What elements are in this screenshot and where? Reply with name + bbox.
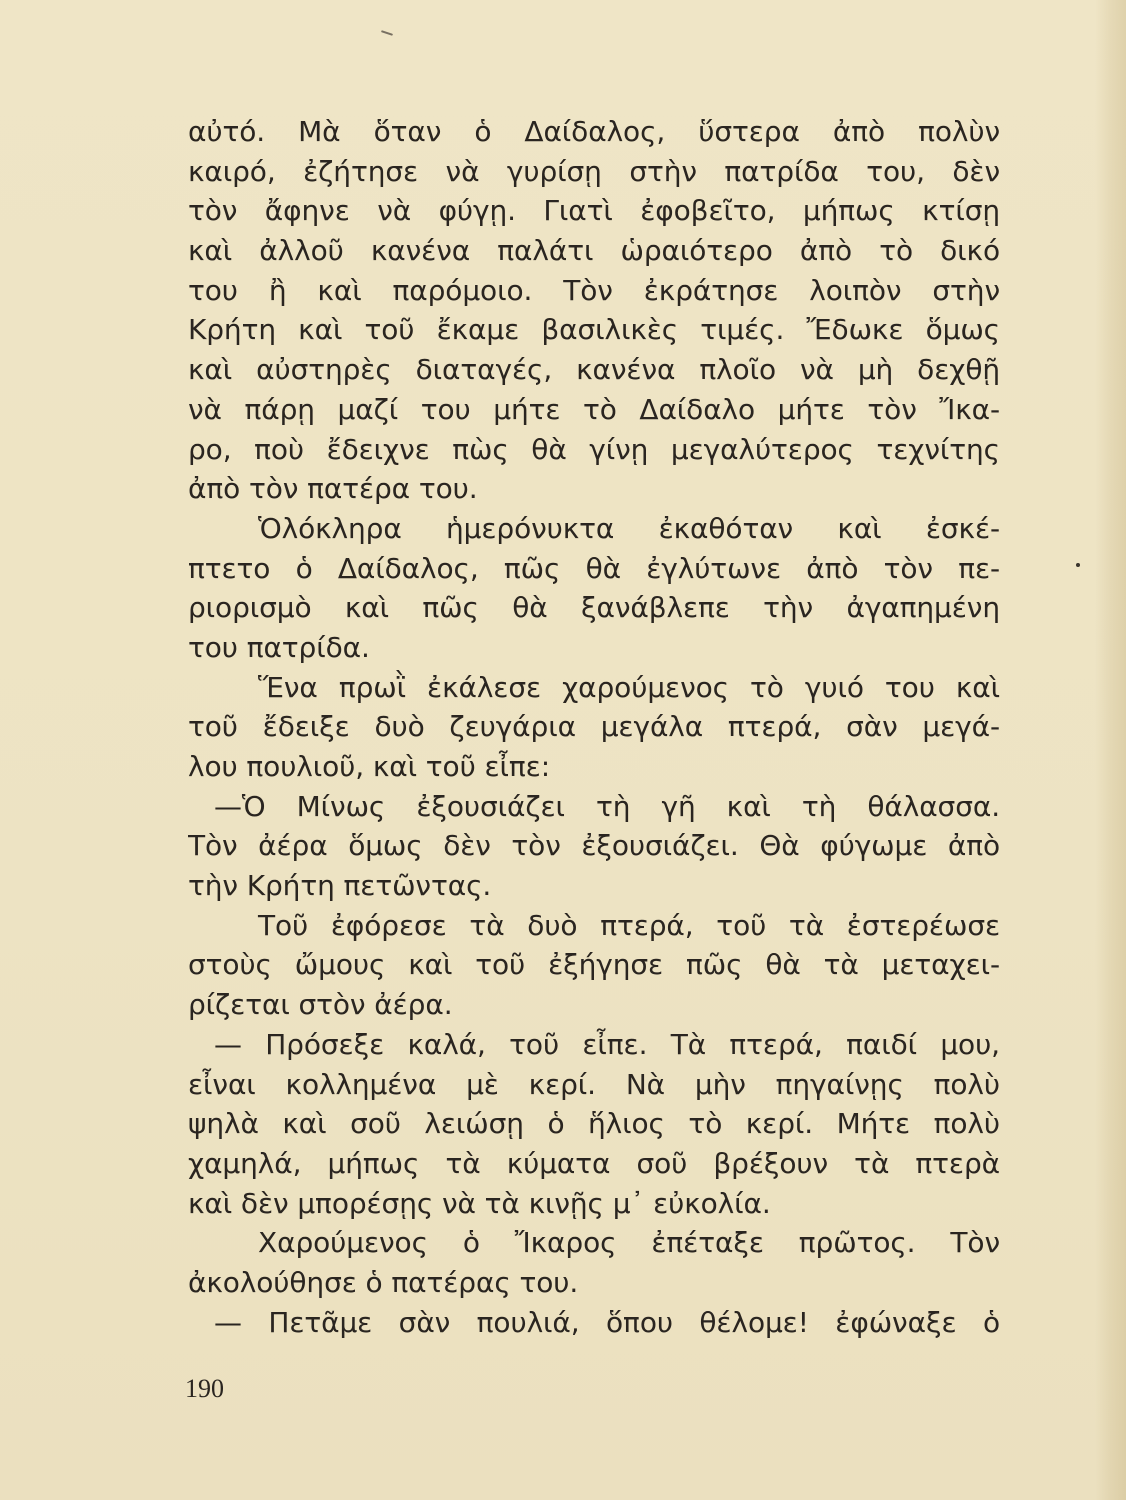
text-line: — Πετᾶμε σὰν πουλιά, ὅπου θέλομε! ἐφώναξε ὁ xyxy=(214,1305,1000,1339)
text-line: τοῦ ἔδειξε δυὸ ζευγάρια μεγάλα πτερά, σὰν μεγά- xyxy=(188,710,1000,744)
text-line: Τοῦ ἐφόρεσε τὰ δυὸ πτερά, τοῦ τὰ ἐστερέωσε xyxy=(258,908,1000,942)
scan-speck xyxy=(1076,563,1080,567)
text-line: ρίζεται στὸν ἀέρα. xyxy=(188,988,453,1022)
text-line: — Πρόσεξε καλά, τοῦ εἶπε. Τὰ πτερά, παιδί μου, xyxy=(214,1027,1000,1061)
paragraph xyxy=(188,112,1000,509)
dialogue-paragraph xyxy=(188,787,1000,906)
text-line: Τὸν ἀέρα ὅμως δὲν τὸν ἐξουσιάζει. Θὰ φύγωμε ἀπὸ xyxy=(188,829,1000,863)
scan-speck xyxy=(381,30,393,36)
page-number: 190 xyxy=(185,1374,224,1403)
text-line: Χαρούμενος ὁ Ἴκαρος ἐπέταξε πρῶτος. Τὸν xyxy=(258,1226,1000,1260)
text-line: ψηλὰ καὶ σοῦ λειώσῃ ὁ ἥλιος τὸ κερί. Μήτε πολὺ xyxy=(188,1107,1000,1141)
text-line: ριορισμὸ καὶ πῶς θὰ ξανάβλεπε τὴν ἀγαπημένη xyxy=(188,591,1000,625)
text-line: καὶ δὲν μπορέσῃς νὰ τὰ κινῇς μ᾿ εὐκολία. xyxy=(188,1186,771,1220)
text-line: ἀκολούθησε ὁ πατέρας του. xyxy=(188,1265,579,1299)
text-line: λου πουλιοῦ, καὶ τοῦ εἶπε: xyxy=(188,750,551,783)
text-line: του πατρίδα. xyxy=(188,630,370,664)
text-line: Ἕνα πρωῒ ἐκάλεσε χαρούμενος τὸ γυιό του καὶ xyxy=(258,670,1000,704)
text-line: αὐτό. Μὰ ὅταν ὁ Δαίδαλος, ὕστερα ἀπὸ πολὺν xyxy=(188,115,1000,148)
text-line: —Ὁ Μίνως ἐξουσιάζει τὴ γῆ καὶ τὴ θάλασσα. xyxy=(214,789,1000,823)
dialogue-paragraph xyxy=(188,1303,1000,1343)
text-line: καιρό, ἐζήτησε νὰ γυρίσῃ στὴν πατρίδα του, δὲν xyxy=(188,154,1000,188)
text-line: εἶναι κολλημένα μὲ κερί. Νὰ μὴν πηγαίνῃς πολὺ xyxy=(188,1067,1000,1101)
paragraph xyxy=(188,668,1000,787)
text-line: καὶ αὐστηρὲς διαταγές, κανένα πλοῖο νὰ μὴ δεχθῇ xyxy=(188,353,1000,387)
dialogue-paragraph xyxy=(188,1025,1000,1223)
text-line: νὰ πάρῃ μαζί του μήτε τὸ Δαίδαλο μήτε τὸν Ἴκα- xyxy=(188,392,1000,426)
text-line: τὴν Κρήτη πετῶντας. xyxy=(188,869,492,903)
text-line: πτετο ὁ Δαίδαλος, πῶς θὰ ἐγλύτωνε ἀπὸ τὸν πε- xyxy=(188,551,1000,585)
paragraph xyxy=(188,906,1000,1025)
text-line: καὶ ἀλλοῦ κανένα παλάτι ὡραιότερο ἀπὸ τὸ δικό xyxy=(188,234,1000,268)
text-line: χαμηλά, μήπως τὰ κύματα σοῦ βρέξουν τὰ πτερὰ xyxy=(188,1146,1000,1180)
text-line: στοὺς ὤμους καὶ τοῦ ἐξήγησε πῶς θὰ τὰ μεταχει- xyxy=(188,948,1000,982)
paragraph xyxy=(188,509,1000,668)
text-line: τὸν ἄφηνε νὰ φύγῃ. Γιατὶ ἐφοβεῖτο, μήπως κτίσῃ xyxy=(188,194,1000,228)
body-text xyxy=(188,112,1000,1342)
text-line: ρο, ποὺ ἔδειχνε πὼς θὰ γίνῃ μεγαλύτερος τεχνίτης xyxy=(188,432,1000,466)
paragraph xyxy=(188,1223,1000,1302)
text-line: Ὁλόκληρα ἡμερόνυκτα ἐκαθόταν καὶ ἐσκέ- xyxy=(258,511,1000,545)
text-line: του ἢ καὶ παρόμοιο. Τὸν ἐκράτησε λοιπὸν στὴν xyxy=(188,273,1000,307)
text-line: ἀπὸ τὸν πατέρα του. xyxy=(188,472,478,506)
text-line: Κρήτη καὶ τοῦ ἔκαμε βασιλικὲς τιμές. Ἔδωκε ὅμως xyxy=(188,313,1000,347)
